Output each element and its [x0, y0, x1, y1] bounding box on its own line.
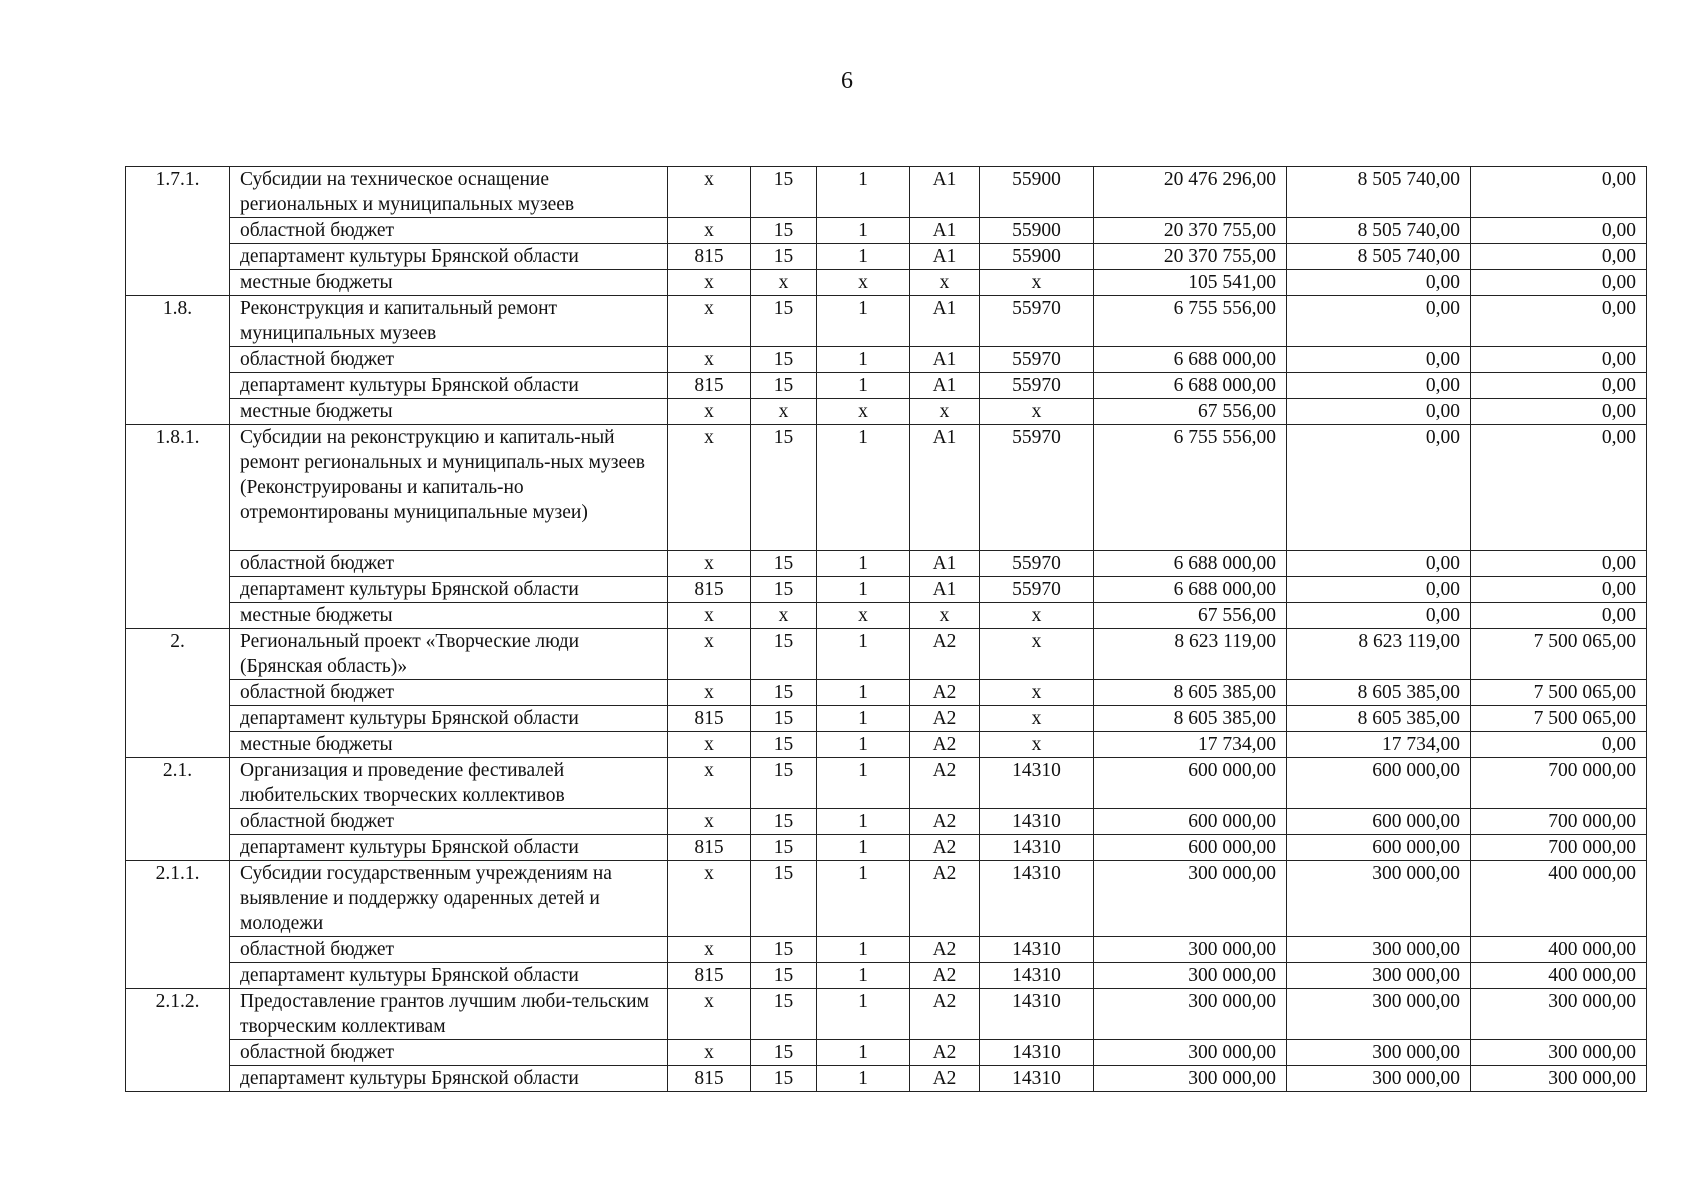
subprogram-code-cell: 1 — [817, 347, 910, 373]
table-row — [126, 963, 1647, 989]
amount-year2-cell: 0,00 — [1287, 373, 1471, 399]
amount-year3-cell: 400 000,00 — [1471, 937, 1647, 963]
project-code-cell: А1 — [910, 167, 980, 218]
subprogram-code-cell: 1 — [817, 809, 910, 835]
gr-code-cell: 815 — [668, 706, 751, 732]
program-code-cell: 15 — [751, 706, 817, 732]
direction-code-cell: 14310 — [980, 989, 1094, 1040]
row-name-cell: департамент культуры Брянской области — [230, 373, 668, 399]
gr-code-cell: 815 — [668, 963, 751, 989]
amount-year1-cell: 6 755 556,00 — [1094, 425, 1287, 551]
gr-code-cell: х — [668, 270, 751, 296]
gr-code-cell: х — [668, 758, 751, 809]
program-code-cell: 15 — [751, 373, 817, 399]
gr-code-cell: х — [668, 425, 751, 551]
program-code-cell: 15 — [751, 347, 817, 373]
amount-year1-cell: 6 688 000,00 — [1094, 577, 1287, 603]
direction-code-cell: 55970 — [980, 577, 1094, 603]
row-name-cell: областной бюджет — [230, 551, 668, 577]
amount-year3-cell: 300 000,00 — [1471, 1066, 1647, 1092]
project-code-cell: А1 — [910, 296, 980, 347]
row-name-cell: Региональный проект «Творческие люди (Брянская область)» — [230, 629, 668, 680]
table-row — [126, 373, 1647, 399]
amount-year1-cell: 8 623 119,00 — [1094, 629, 1287, 680]
program-code-cell: 15 — [751, 629, 817, 680]
amount-year1-cell: 20 370 755,00 — [1094, 218, 1287, 244]
table-row — [126, 603, 1647, 629]
amount-year2-cell: 600 000,00 — [1287, 835, 1471, 861]
amount-year1-cell: 6 688 000,00 — [1094, 551, 1287, 577]
row-name-cell: областной бюджет — [230, 937, 668, 963]
gr-code-cell: х — [668, 989, 751, 1040]
direction-code-cell: х — [980, 706, 1094, 732]
amount-year1-cell: 8 605 385,00 — [1094, 706, 1287, 732]
amount-year2-cell: 8 505 740,00 — [1287, 218, 1471, 244]
table-row — [126, 296, 1647, 347]
project-code-cell: А1 — [910, 425, 980, 551]
direction-code-cell: 14310 — [980, 758, 1094, 809]
amount-year1-cell: 105 541,00 — [1094, 270, 1287, 296]
amount-year2-cell: 0,00 — [1287, 399, 1471, 425]
table-row — [126, 809, 1647, 835]
program-code-cell: 15 — [751, 1066, 817, 1092]
amount-year1-cell: 300 000,00 — [1094, 937, 1287, 963]
direction-code-cell: 55970 — [980, 373, 1094, 399]
program-code-cell: 15 — [751, 425, 817, 551]
project-code-cell: А2 — [910, 732, 980, 758]
row-name-cell: департамент культуры Брянской области — [230, 244, 668, 270]
project-code-cell: А2 — [910, 989, 980, 1040]
project-code-cell: А2 — [910, 861, 980, 937]
gr-code-cell: х — [668, 629, 751, 680]
amount-year3-cell: 400 000,00 — [1471, 861, 1647, 937]
item-number-cell: 1.8. — [126, 296, 230, 425]
direction-code-cell: х — [980, 270, 1094, 296]
table-row — [126, 861, 1647, 937]
program-code-cell: 15 — [751, 758, 817, 809]
amount-year2-cell: 600 000,00 — [1287, 809, 1471, 835]
table-row — [126, 629, 1647, 680]
gr-code-cell: х — [668, 1040, 751, 1066]
amount-year1-cell: 300 000,00 — [1094, 1040, 1287, 1066]
amount-year3-cell: 700 000,00 — [1471, 758, 1647, 809]
table-row — [126, 399, 1647, 425]
amount-year2-cell: 0,00 — [1287, 551, 1471, 577]
amount-year2-cell: 300 000,00 — [1287, 989, 1471, 1040]
amount-year1-cell: 6 688 000,00 — [1094, 373, 1287, 399]
row-name-cell: Субсидии государственным учреждениям на выявление и поддержку одаренных детей и молодежи — [230, 861, 668, 937]
direction-code-cell: 55970 — [980, 347, 1094, 373]
amount-year1-cell: 6 688 000,00 — [1094, 347, 1287, 373]
amount-year3-cell: 0,00 — [1471, 732, 1647, 758]
row-name-cell: местные бюджеты — [230, 399, 668, 425]
subprogram-code-cell: 1 — [817, 732, 910, 758]
direction-code-cell: 55970 — [980, 296, 1094, 347]
direction-code-cell: 55900 — [980, 167, 1094, 218]
item-number-cell: 1.7.1. — [126, 167, 230, 296]
item-number-cell: 2.1.2. — [126, 989, 230, 1092]
amount-year3-cell: 7 500 065,00 — [1471, 706, 1647, 732]
project-code-cell: А1 — [910, 244, 980, 270]
direction-code-cell: 55970 — [980, 551, 1094, 577]
table-row — [126, 577, 1647, 603]
project-code-cell: А2 — [910, 1040, 980, 1066]
project-code-cell: А2 — [910, 809, 980, 835]
project-code-cell: А2 — [910, 937, 980, 963]
gr-code-cell: х — [668, 603, 751, 629]
direction-code-cell: 14310 — [980, 861, 1094, 937]
subprogram-code-cell: 1 — [817, 680, 910, 706]
subprogram-code-cell: х — [817, 399, 910, 425]
amount-year3-cell: 300 000,00 — [1471, 989, 1647, 1040]
gr-code-cell: 815 — [668, 577, 751, 603]
table-row — [126, 937, 1647, 963]
amount-year2-cell: 8 623 119,00 — [1287, 629, 1471, 680]
subprogram-code-cell: 1 — [817, 425, 910, 551]
amount-year3-cell: 7 500 065,00 — [1471, 680, 1647, 706]
amount-year2-cell: 17 734,00 — [1287, 732, 1471, 758]
direction-code-cell: х — [980, 629, 1094, 680]
table-row — [126, 244, 1647, 270]
amount-year1-cell: 300 000,00 — [1094, 989, 1287, 1040]
row-name-cell: департамент культуры Брянской области — [230, 963, 668, 989]
amount-year3-cell: 0,00 — [1471, 425, 1647, 551]
amount-year1-cell: 17 734,00 — [1094, 732, 1287, 758]
row-name-cell: Организация и проведение фестивалей любительских творческих коллективов — [230, 758, 668, 809]
direction-code-cell: 14310 — [980, 809, 1094, 835]
amount-year2-cell: 0,00 — [1287, 425, 1471, 551]
amount-year2-cell: 300 000,00 — [1287, 861, 1471, 937]
direction-code-cell: х — [980, 732, 1094, 758]
direction-code-cell: 14310 — [980, 1040, 1094, 1066]
program-code-cell: 15 — [751, 296, 817, 347]
table-row — [126, 989, 1647, 1040]
gr-code-cell: х — [668, 347, 751, 373]
subprogram-code-cell: 1 — [817, 244, 910, 270]
table-row — [126, 835, 1647, 861]
direction-code-cell: х — [980, 680, 1094, 706]
amount-year2-cell: 0,00 — [1287, 296, 1471, 347]
project-code-cell: А2 — [910, 835, 980, 861]
project-code-cell: А1 — [910, 551, 980, 577]
amount-year1-cell: 67 556,00 — [1094, 603, 1287, 629]
program-code-cell: х — [751, 603, 817, 629]
direction-code-cell: х — [980, 603, 1094, 629]
row-name-cell: областной бюджет — [230, 680, 668, 706]
amount-year3-cell: 0,00 — [1471, 244, 1647, 270]
amount-year1-cell: 67 556,00 — [1094, 399, 1287, 425]
subprogram-code-cell: 1 — [817, 167, 910, 218]
project-code-cell: х — [910, 270, 980, 296]
program-code-cell: 15 — [751, 989, 817, 1040]
direction-code-cell: 14310 — [980, 1066, 1094, 1092]
row-name-cell: департамент культуры Брянской области — [230, 835, 668, 861]
program-code-cell: 15 — [751, 963, 817, 989]
table-row — [126, 1066, 1647, 1092]
item-number-cell: 1.8.1. — [126, 425, 230, 629]
amount-year2-cell: 0,00 — [1287, 577, 1471, 603]
direction-code-cell: 55900 — [980, 218, 1094, 244]
amount-year2-cell: 300 000,00 — [1287, 1066, 1471, 1092]
amount-year2-cell: 0,00 — [1287, 347, 1471, 373]
row-name-cell: Реконструкция и капитальный ремонт муниципальных музеев — [230, 296, 668, 347]
amount-year1-cell: 20 370 755,00 — [1094, 244, 1287, 270]
amount-year3-cell: 400 000,00 — [1471, 963, 1647, 989]
row-name-cell: областной бюджет — [230, 218, 668, 244]
amount-year3-cell: 0,00 — [1471, 603, 1647, 629]
amount-year2-cell: 8 605 385,00 — [1287, 706, 1471, 732]
row-name-cell: областной бюджет — [230, 347, 668, 373]
subprogram-code-cell: 1 — [817, 989, 910, 1040]
subprogram-code-cell: 1 — [817, 629, 910, 680]
project-code-cell: А2 — [910, 680, 980, 706]
project-code-cell: А1 — [910, 373, 980, 399]
amount-year2-cell: 8 505 740,00 — [1287, 167, 1471, 218]
amount-year3-cell: 0,00 — [1471, 373, 1647, 399]
budget-table — [125, 166, 1647, 1092]
row-name-cell: местные бюджеты — [230, 603, 668, 629]
row-name-cell: департамент культуры Брянской области — [230, 577, 668, 603]
subprogram-code-cell: 1 — [817, 218, 910, 244]
subprogram-code-cell: 1 — [817, 835, 910, 861]
program-code-cell: 15 — [751, 1040, 817, 1066]
amount-year3-cell: 700 000,00 — [1471, 835, 1647, 861]
table-row — [126, 758, 1647, 809]
project-code-cell: А2 — [910, 629, 980, 680]
program-code-cell: 15 — [751, 937, 817, 963]
gr-code-cell: х — [668, 551, 751, 577]
amount-year3-cell: 7 500 065,00 — [1471, 629, 1647, 680]
amount-year3-cell: 0,00 — [1471, 296, 1647, 347]
row-name-cell: Предоставление грантов лучшим люби-тельским творческим коллективам — [230, 989, 668, 1040]
table-row — [126, 167, 1647, 218]
table-row — [126, 680, 1647, 706]
gr-code-cell: х — [668, 399, 751, 425]
amount-year1-cell: 300 000,00 — [1094, 861, 1287, 937]
program-code-cell: 15 — [751, 861, 817, 937]
table-row — [126, 347, 1647, 373]
amount-year3-cell: 0,00 — [1471, 167, 1647, 218]
amount-year2-cell: 300 000,00 — [1287, 963, 1471, 989]
gr-code-cell: х — [668, 861, 751, 937]
amount-year1-cell: 600 000,00 — [1094, 758, 1287, 809]
subprogram-code-cell: 1 — [817, 706, 910, 732]
amount-year3-cell: 0,00 — [1471, 551, 1647, 577]
table-row — [126, 1040, 1647, 1066]
program-code-cell: 15 — [751, 577, 817, 603]
amount-year1-cell: 20 476 296,00 — [1094, 167, 1287, 218]
project-code-cell: А2 — [910, 1066, 980, 1092]
amount-year2-cell: 0,00 — [1287, 603, 1471, 629]
amount-year1-cell: 6 755 556,00 — [1094, 296, 1287, 347]
gr-code-cell: 815 — [668, 244, 751, 270]
gr-code-cell: х — [668, 296, 751, 347]
project-code-cell: А1 — [910, 218, 980, 244]
program-code-cell: 15 — [751, 244, 817, 270]
direction-code-cell: 55900 — [980, 244, 1094, 270]
direction-code-cell: 14310 — [980, 937, 1094, 963]
subprogram-code-cell: 1 — [817, 296, 910, 347]
subprogram-code-cell: 1 — [817, 758, 910, 809]
subprogram-code-cell: 1 — [817, 861, 910, 937]
gr-code-cell: х — [668, 680, 751, 706]
subprogram-code-cell: 1 — [817, 937, 910, 963]
amount-year3-cell: 0,00 — [1471, 577, 1647, 603]
subprogram-code-cell: 1 — [817, 373, 910, 399]
row-name-cell: местные бюджеты — [230, 270, 668, 296]
amount-year2-cell: 8 605 385,00 — [1287, 680, 1471, 706]
project-code-cell: А1 — [910, 577, 980, 603]
table-row — [126, 425, 1647, 551]
subprogram-code-cell: х — [817, 270, 910, 296]
amount-year3-cell: 0,00 — [1471, 270, 1647, 296]
row-name-cell: Субсидии на реконструкцию и капиталь-ный ремонт региональных и муниципаль-ных музеев (Реконструированы и капиталь-но отремонтированы муниципальные музеи) — [230, 425, 668, 551]
gr-code-cell: х — [668, 732, 751, 758]
gr-code-cell: 815 — [668, 835, 751, 861]
budget-table-body — [126, 167, 1647, 1092]
project-code-cell: х — [910, 603, 980, 629]
direction-code-cell: 55970 — [980, 425, 1094, 551]
table-row — [126, 732, 1647, 758]
amount-year1-cell: 600 000,00 — [1094, 809, 1287, 835]
item-number-cell: 2. — [126, 629, 230, 758]
amount-year2-cell: 300 000,00 — [1287, 1040, 1471, 1066]
program-code-cell: 15 — [751, 551, 817, 577]
program-code-cell: 15 — [751, 218, 817, 244]
amount-year1-cell: 8 605 385,00 — [1094, 680, 1287, 706]
table-row — [126, 706, 1647, 732]
table-row — [126, 551, 1647, 577]
amount-year3-cell: 0,00 — [1471, 347, 1647, 373]
program-code-cell: х — [751, 270, 817, 296]
amount-year2-cell: 0,00 — [1287, 270, 1471, 296]
row-name-cell: областной бюджет — [230, 809, 668, 835]
direction-code-cell: 14310 — [980, 835, 1094, 861]
row-name-cell: областной бюджет — [230, 1040, 668, 1066]
table-row — [126, 218, 1647, 244]
page-number: 6 — [841, 68, 853, 94]
gr-code-cell: х — [668, 937, 751, 963]
program-code-cell: 15 — [751, 167, 817, 218]
row-name-cell: Субсидии на техническое оснащение региональных и муниципальных музеев — [230, 167, 668, 218]
row-name-cell: департамент культуры Брянской области — [230, 1066, 668, 1092]
amount-year3-cell: 700 000,00 — [1471, 809, 1647, 835]
program-code-cell: 15 — [751, 680, 817, 706]
gr-code-cell: 815 — [668, 1066, 751, 1092]
program-code-cell: 15 — [751, 809, 817, 835]
gr-code-cell: х — [668, 218, 751, 244]
project-code-cell: А1 — [910, 347, 980, 373]
subprogram-code-cell: х — [817, 603, 910, 629]
project-code-cell: А2 — [910, 963, 980, 989]
amount-year2-cell: 8 505 740,00 — [1287, 244, 1471, 270]
subprogram-code-cell: 1 — [817, 1066, 910, 1092]
amount-year1-cell: 300 000,00 — [1094, 963, 1287, 989]
gr-code-cell: 815 — [668, 373, 751, 399]
project-code-cell: А2 — [910, 706, 980, 732]
amount-year3-cell: 0,00 — [1471, 218, 1647, 244]
amount-year3-cell: 300 000,00 — [1471, 1040, 1647, 1066]
program-code-cell: 15 — [751, 835, 817, 861]
row-name-cell: местные бюджеты — [230, 732, 668, 758]
amount-year2-cell: 600 000,00 — [1287, 758, 1471, 809]
direction-code-cell: 14310 — [980, 963, 1094, 989]
subprogram-code-cell: 1 — [817, 551, 910, 577]
subprogram-code-cell: 1 — [817, 963, 910, 989]
project-code-cell: х — [910, 399, 980, 425]
table-row — [126, 270, 1647, 296]
amount-year2-cell: 300 000,00 — [1287, 937, 1471, 963]
amount-year1-cell: 600 000,00 — [1094, 835, 1287, 861]
subprogram-code-cell: 1 — [817, 1040, 910, 1066]
program-code-cell: х — [751, 399, 817, 425]
gr-code-cell: х — [668, 167, 751, 218]
item-number-cell: 2.1. — [126, 758, 230, 861]
project-code-cell: А2 — [910, 758, 980, 809]
row-name-cell: департамент культуры Брянской области — [230, 706, 668, 732]
direction-code-cell: х — [980, 399, 1094, 425]
program-code-cell: 15 — [751, 732, 817, 758]
gr-code-cell: х — [668, 809, 751, 835]
item-number-cell: 2.1.1. — [126, 861, 230, 989]
amount-year1-cell: 300 000,00 — [1094, 1066, 1287, 1092]
subprogram-code-cell: 1 — [817, 577, 910, 603]
amount-year3-cell: 0,00 — [1471, 399, 1647, 425]
